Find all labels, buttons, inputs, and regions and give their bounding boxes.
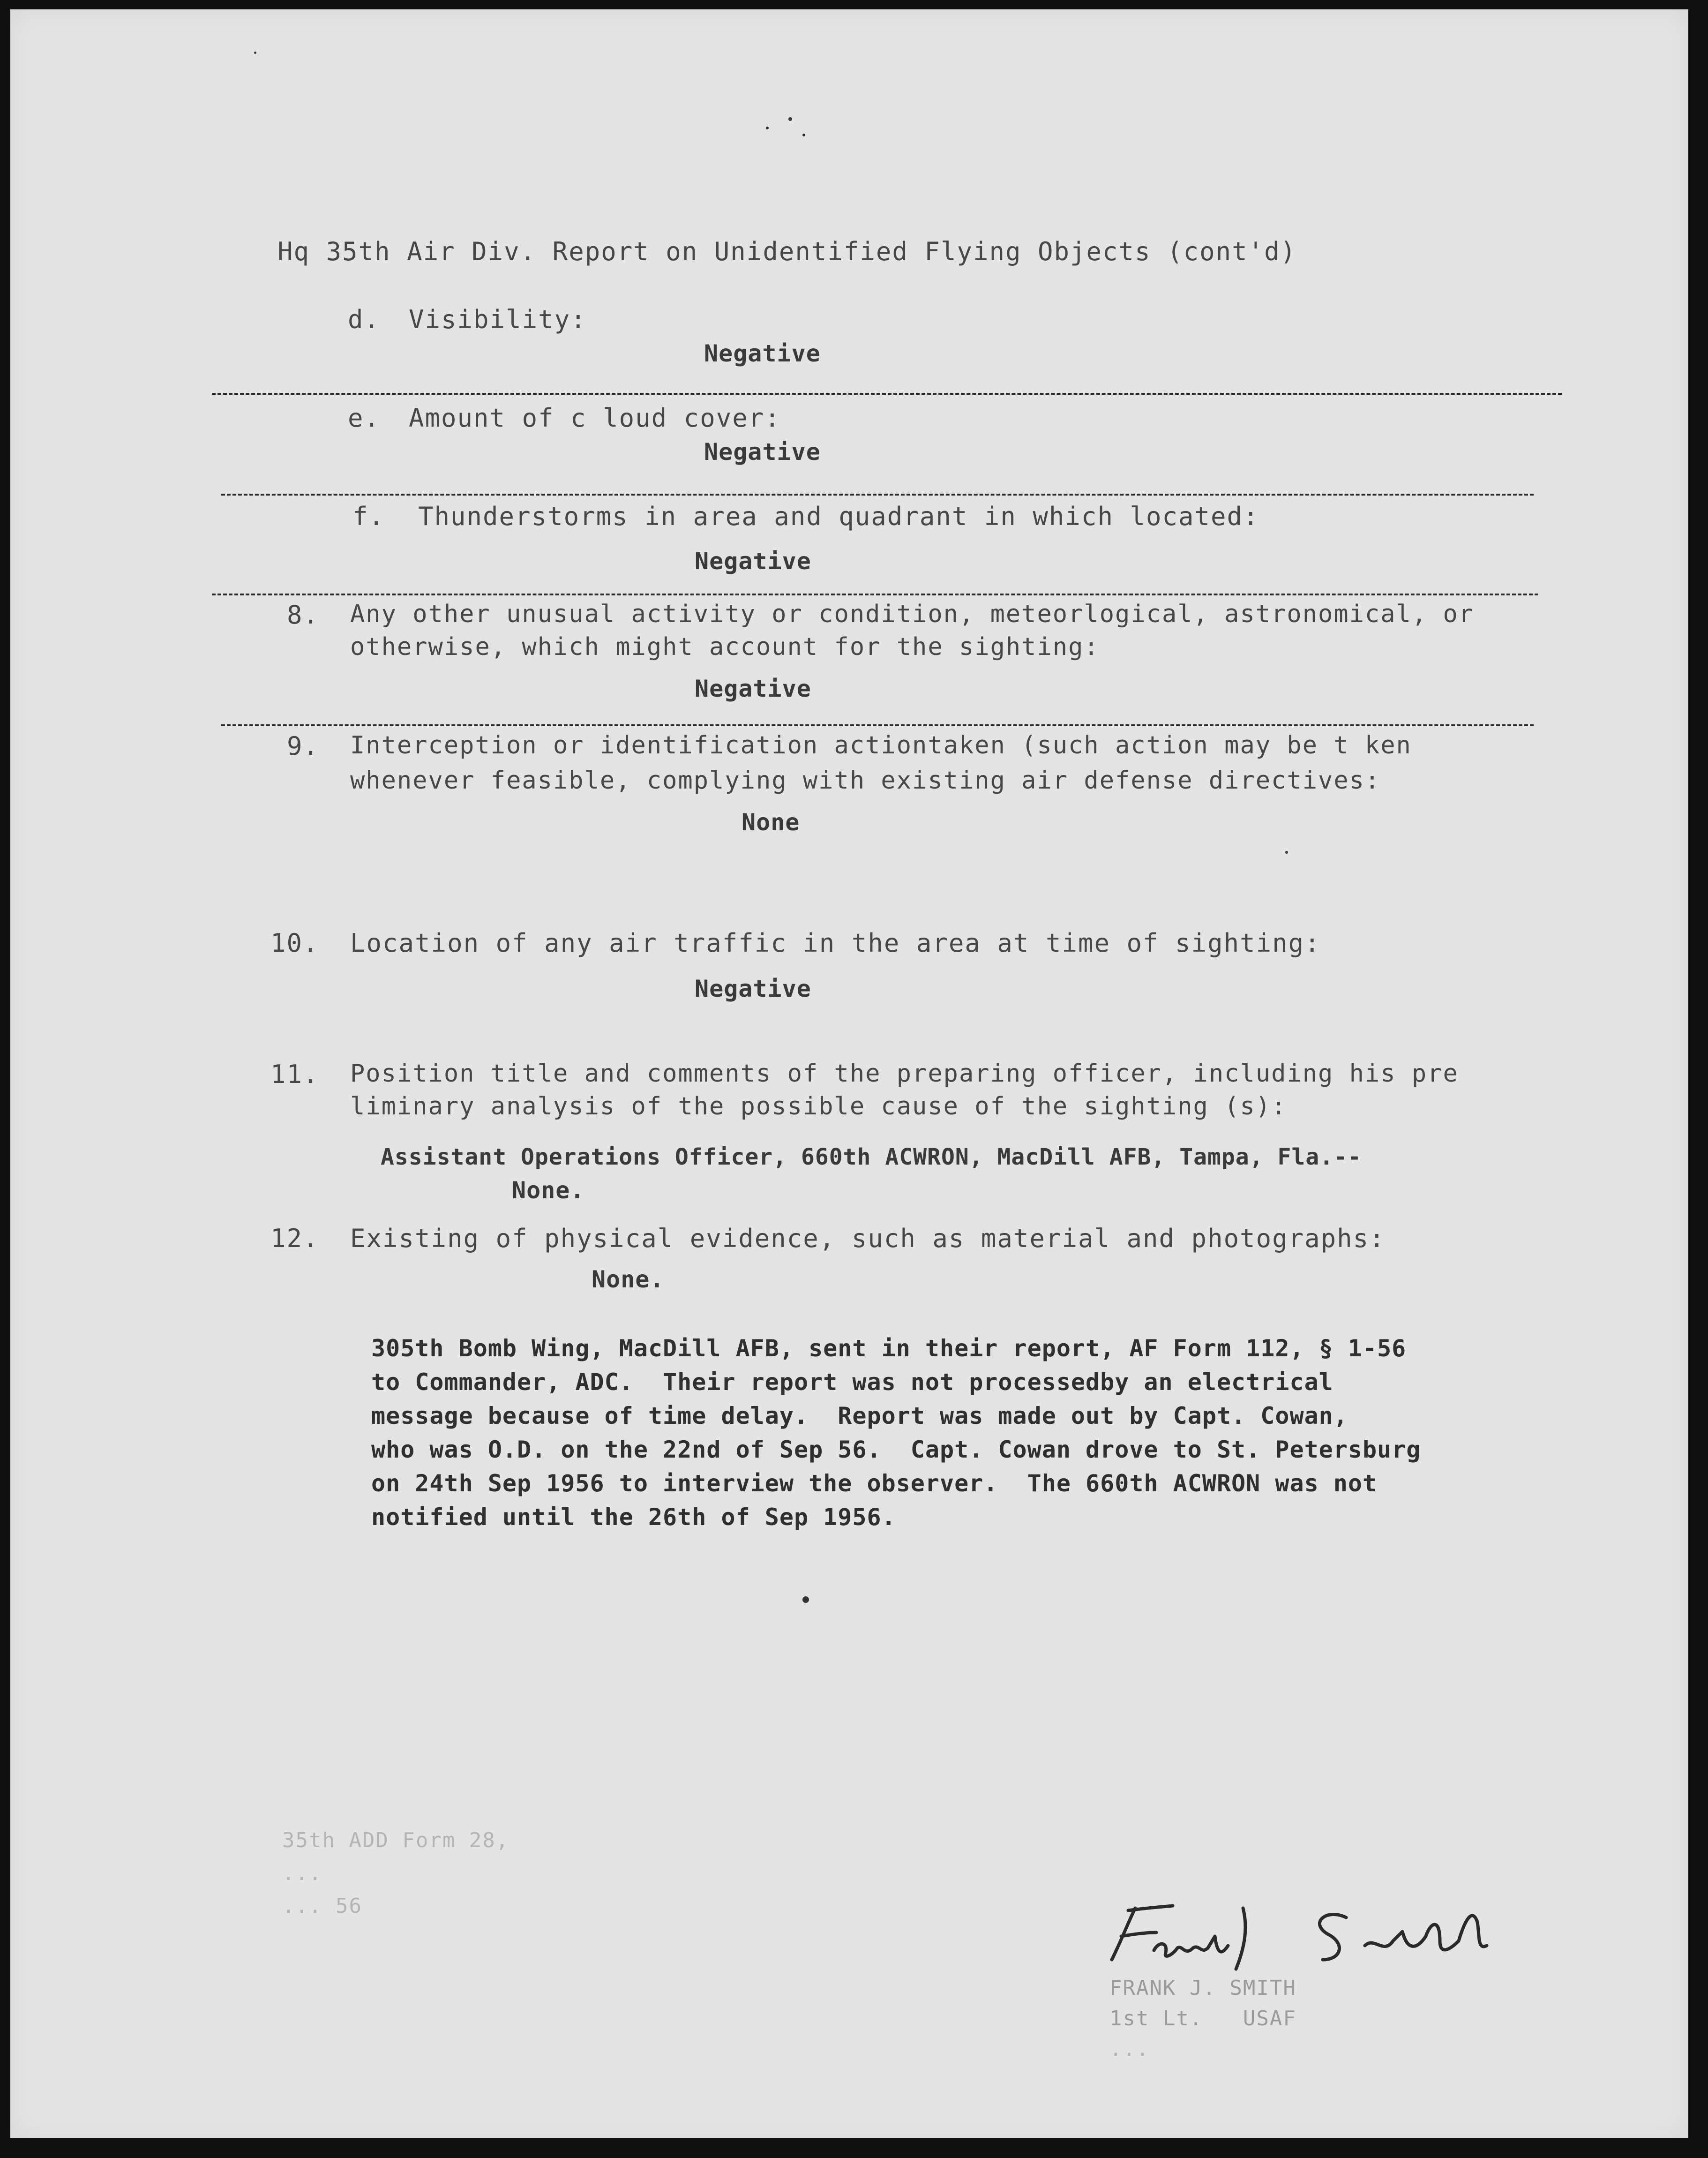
item-8-line2: otherwise, which might account for the sighting: — [350, 633, 1100, 661]
signature-typed-rank: 1st Lt. USAF — [1109, 2007, 1296, 2030]
item-11-label: 11. — [270, 1060, 319, 1089]
item-e-answer: Negative — [704, 438, 821, 466]
dust-speck — [802, 1596, 809, 1603]
page-title: Hq 35th Air Div. Report on Unidentified Flying Objects (cont'd) — [277, 237, 1297, 266]
item-12-answer: None. — [592, 1266, 665, 1293]
remarks-line: 305th Bomb Wing, MacDill AFB, sent in their report, AF Form 112, § 1-56 — [371, 1335, 1407, 1362]
item-e-question: Amount of c loud cover: — [409, 403, 781, 433]
item-e-label: e. — [348, 403, 381, 433]
item-f-question: Thunderstorms in area and quadrant in which located: — [418, 502, 1259, 531]
signature-typed-name: FRANK J. SMITH — [1109, 1976, 1296, 2000]
item-9-line1: Interception or identification actiontaken (such action may be t ken — [350, 731, 1412, 759]
remarks-line: message because of time delay. Report was made out by Capt. Cowan, — [371, 1402, 1348, 1429]
item-8-line1: Any other unusual activity or condition, meteorlogical, astronomical, or — [350, 600, 1475, 628]
form-note-line: ... 56 — [282, 1894, 362, 1918]
item-d-answer: Negative — [704, 340, 821, 367]
dust-speck — [1285, 851, 1288, 854]
handwritten-signature — [1102, 1889, 1506, 1978]
item-11-answer-line1: Assistant Operations Officer, 660th ACWRON, MacDill AFB, Tampa, Fla.-- — [381, 1144, 1362, 1170]
item-10-label: 10. — [270, 928, 319, 958]
item-12-question: Existing of physical evidence, such as material and photographs: — [350, 1224, 1386, 1253]
item-10-question: Location of any air traffic in the area at time of sighting: — [350, 928, 1321, 958]
item-d-question: Visibility: — [409, 305, 587, 334]
divider — [221, 724, 1534, 726]
item-8-label: 8. — [287, 600, 320, 630]
dust-speck — [788, 117, 792, 121]
item-f-answer: Negative — [695, 548, 811, 575]
divider — [221, 494, 1534, 496]
item-11-answer-line2: None. — [512, 1177, 585, 1204]
divider — [212, 594, 1538, 595]
item-9-line2: whenever feasible, complying with existing air defense directives: — [350, 767, 1381, 795]
item-11-line1: Position title and comments of the preparing officer, including his pre — [350, 1060, 1459, 1088]
dust-speck — [766, 127, 769, 129]
remarks-line: who was O.D. on the 22nd of Sep 56. Capt. Cowan drove to St. Petersburg — [371, 1436, 1421, 1463]
remarks-line: to Commander, ADC. Their report was not processedby an electrical — [371, 1368, 1333, 1396]
form-note-line: ... — [282, 1861, 322, 1885]
document-page — [10, 9, 1688, 2138]
item-9-answer: None — [742, 809, 800, 836]
item-11-line2: liminary analysis of the possible cause of the sighting (s): — [350, 1092, 1287, 1120]
dust-speck — [254, 52, 256, 54]
item-12-label: 12. — [270, 1224, 319, 1253]
remarks-line: notified until the 26th of Sep 1956. — [371, 1504, 896, 1531]
item-f-label: f. — [352, 502, 385, 531]
item-d-label: d. — [348, 305, 381, 334]
item-8-answer: Negative — [695, 675, 811, 702]
item-9-label: 9. — [287, 731, 320, 761]
item-10-answer: Negative — [695, 975, 811, 1002]
signature-typed-title: ... — [1109, 2037, 1150, 2061]
form-note-line: 35th ADD Form 28, — [282, 1828, 509, 1852]
dust-speck — [802, 134, 805, 136]
remarks-line: on 24th Sep 1956 to interview the observer. The 660th ACWRON was not — [371, 1470, 1378, 1497]
divider — [212, 393, 1562, 395]
